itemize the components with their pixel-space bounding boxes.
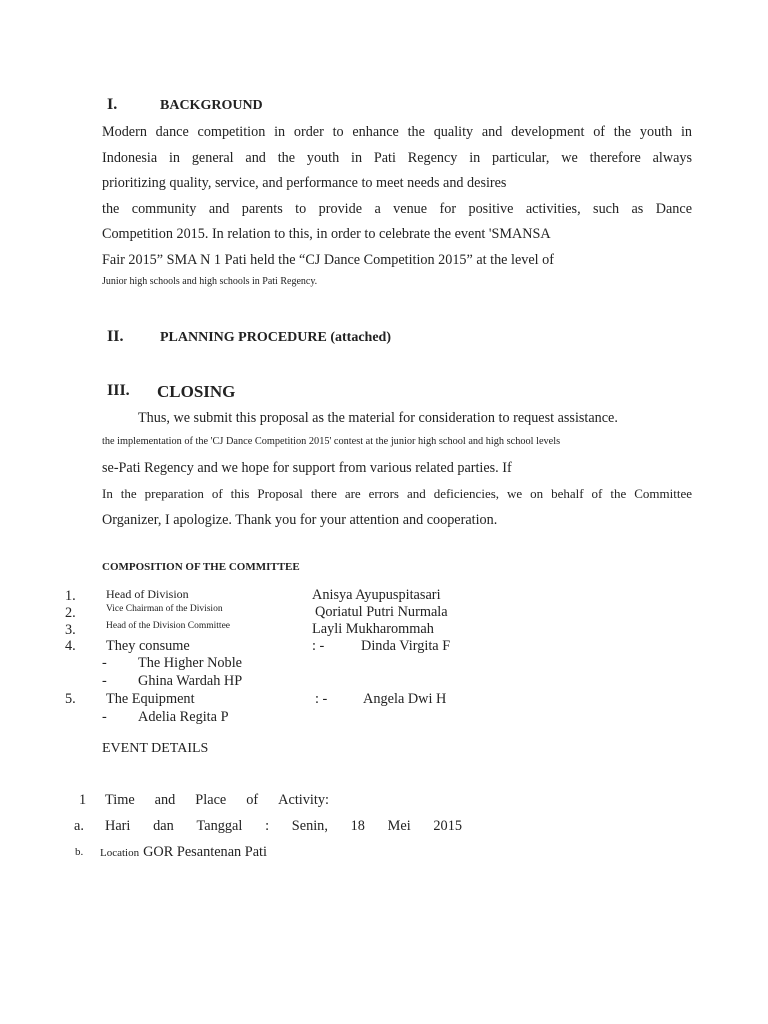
background-line-small: Junior high schools and high schools in Pati Regency. [102,276,318,287]
background-paragraph [102,120,692,273]
committee-role: Head of Division [106,587,189,601]
closing-line: Organizer, I apologize. Thank you for your attention and cooperation. [102,512,498,528]
committee-row-number: 4. [65,638,76,654]
committee-name: Dinda Virgita F [361,638,451,654]
committee-sub-name: Ghina Wardah HP [138,673,243,689]
event-word: 2015 [433,818,462,834]
committee-row-number: 2. [65,605,76,621]
background-line: prioritizing quality, service, and performance to meet needs and desires [102,175,507,191]
background-line: Competition 2015. In relation to this, in order to celebrate the event 'SMANSA [102,226,551,242]
event-word: Hari [105,818,131,834]
event-word: Tanggal [196,818,243,834]
location-value: GOR Pesantenan Pati [143,844,267,860]
event-word: Mei [387,818,411,834]
event-word: Time [105,792,135,808]
location-label: Location [100,847,140,859]
committee-name: Qoriatul Putri Nurmala [315,604,448,620]
closing-line: se-Pati Regency and we hope for support from various related parties. If [102,460,512,476]
section-2-number: II. [107,328,124,345]
committee-sub-name: The Higher Noble [138,655,243,671]
section-2-title: PLANNING PROCEDURE (attached) [160,330,391,345]
section-3-number: III. [107,382,130,399]
event-item-date [105,818,462,835]
committee-role: Head of the Division Committee [106,621,231,631]
committee-row-number: 5. [65,691,76,707]
committee-sub-name: Adelia Regita P [138,709,229,725]
closing-line: Thus, we submit this proposal as the material for consideration to request assistance. [138,410,618,426]
background-line: Modern dance competition in order to enhance the quality and development of the youth in [102,124,692,140]
committee-name: Angela Dwi H [363,691,447,707]
event-item-label: b. [75,846,84,858]
event-word: Place [195,792,227,808]
event-item-number: 1 [79,792,87,808]
section-1-title: BACKGROUND [160,98,263,113]
committee-name: Layli Mukharommah [312,621,434,637]
event-word: Activity: [278,792,329,808]
event-word: 18 [350,818,365,834]
committee-name: Anisya Ayupuspitasari [312,587,441,603]
committee-sub-dash: - [102,655,107,671]
event-item-label: a. [74,818,84,834]
event-details-title: EVENT DETAILS [102,741,209,756]
committee-sub-dash: - [102,673,107,689]
event-item-location [100,843,267,861]
event-item-time-place [105,792,329,809]
committee-role: They consume [106,638,190,654]
event-word: of [246,792,259,808]
closing-paragraph [102,481,692,533]
event-word: Senin, [291,818,328,834]
section-1-number: I. [107,96,118,113]
committee-sub-dash: - [102,709,107,725]
event-word: dan [153,818,174,834]
committee-role: Vice Chairman of the Division [106,604,223,614]
closing-line-small: the implementation of the 'CJ Dance Competition 2015' contest at the junior high school and high school levels [102,436,561,447]
event-word: : [265,818,270,834]
committee-title: COMPOSITION OF THE COMMITTEE [102,561,300,573]
committee-role: The Equipment [106,691,195,707]
section-3-title: CLOSING [157,382,236,401]
background-line: Fair 2015” SMA N 1 Pati held the “CJ Dance Competition 2015” at the level of [102,251,554,268]
background-line: Indonesia in general and the youth in Pati Regency in particular, we therefore always [102,149,692,166]
closing-paragraph [102,456,692,482]
closing-line: In the preparation of this Proposal there are errors and deficiencies, we on behalf of the Committee [102,486,692,501]
committee-separator: : - [315,691,328,707]
committee-separator: : - [312,638,325,654]
committee-row-number: 3. [65,622,76,638]
background-line: the community and parents to provide a venue for positive activities, such as Dance [102,200,692,217]
committee-row-number: 1. [65,588,76,604]
event-word: and [154,792,176,808]
